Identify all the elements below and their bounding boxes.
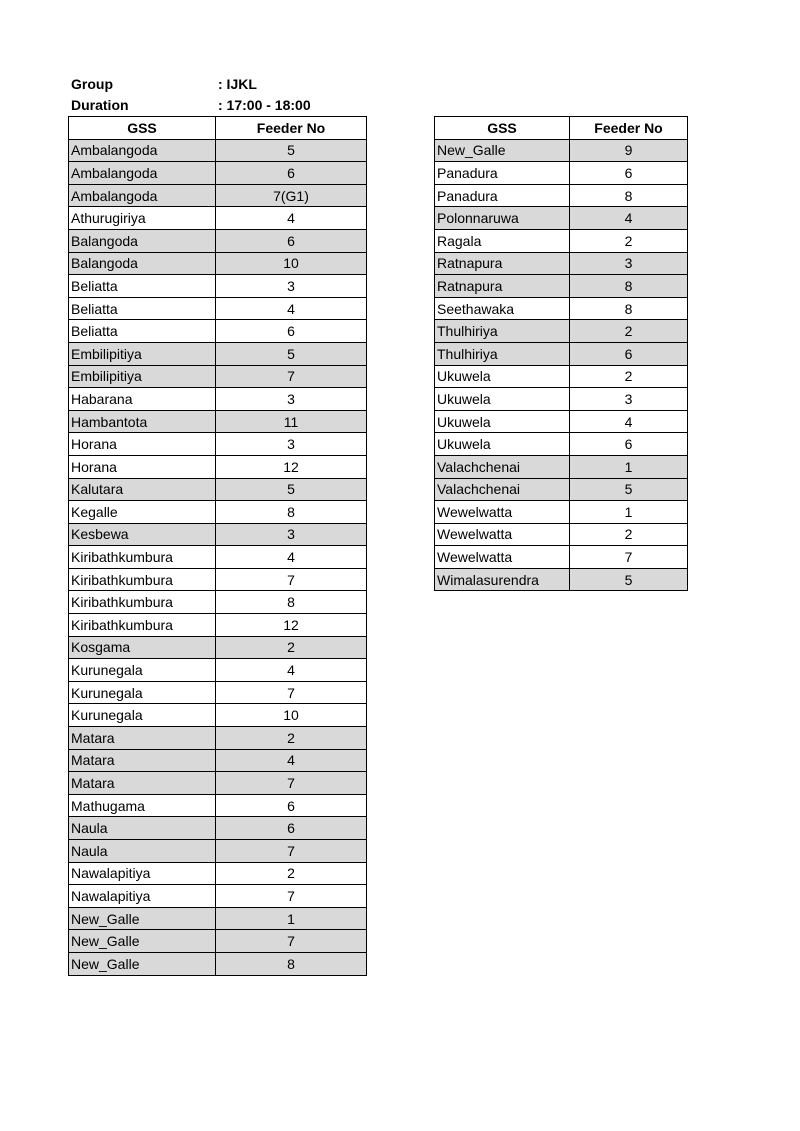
feeder-no-cell: 2 (570, 229, 688, 252)
gss-cell: Mathugama (69, 794, 216, 817)
gss-cell: Nawalapitiya (69, 885, 216, 908)
gss-cell: Panadura (435, 184, 570, 207)
gss-cell: Wewelwatta (435, 523, 570, 546)
feeder-no-cell: 5 (216, 478, 367, 501)
gss-cell: Kiribathkumbura (69, 614, 216, 637)
feeder-no-cell: 2 (570, 523, 688, 546)
table-row (435, 546, 688, 569)
table-row (435, 478, 688, 501)
feeder-no-cell: 8 (570, 297, 688, 320)
gss-cell: Nawalapitiya (69, 862, 216, 885)
feeder-no-cell: 3 (570, 252, 688, 275)
table-row (69, 952, 367, 975)
feeder-no-cell: 4 (216, 207, 367, 230)
gss-cell: Ambalangoda (69, 162, 216, 185)
gss-cell: Beliatta (69, 297, 216, 320)
feeder-no-cell: 5 (216, 342, 367, 365)
gss-cell: Balangoda (69, 252, 216, 275)
feeder-no-cell: 5 (570, 478, 688, 501)
table-row (435, 342, 688, 365)
table-row (435, 501, 688, 524)
table-row (69, 320, 367, 343)
table-row (69, 591, 367, 614)
gss-cell: Kalutara (69, 478, 216, 501)
feeder-no-cell: 6 (570, 342, 688, 365)
gss-cell: Embilipitiya (69, 342, 216, 365)
table-row (69, 433, 367, 456)
table-row (69, 297, 367, 320)
table-row (435, 252, 688, 275)
feeder-no-cell: 4 (216, 297, 367, 320)
table-row (435, 523, 688, 546)
gss-cell: Hambantota (69, 410, 216, 433)
gss-cell: Horana (69, 433, 216, 456)
gss-cell: Polonnaruwa (435, 207, 570, 230)
gss-cell: Wewelwatta (435, 501, 570, 524)
feeder-no-cell: 6 (570, 433, 688, 456)
gss-cell: Kiribathkumbura (69, 591, 216, 614)
table-row (435, 410, 688, 433)
table-row (69, 930, 367, 953)
table-row (69, 817, 367, 840)
table-header-row (69, 117, 367, 140)
feeder-no-cell: 6 (216, 794, 367, 817)
feeder-no-cell: 2 (216, 727, 367, 750)
feeder-no-cell: 9 (570, 139, 688, 162)
feeder-no-cell: 12 (216, 455, 367, 478)
gss-cell: Thulhiriya (435, 342, 570, 365)
gss-cell: Kiribathkumbura (69, 568, 216, 591)
table-row (435, 320, 688, 343)
gss-cell: Ambalangoda (69, 184, 216, 207)
table-row (435, 388, 688, 411)
table-row (69, 275, 367, 298)
feeder-no-cell: 3 (570, 388, 688, 411)
feeder-no-cell: 4 (216, 749, 367, 772)
table-row (69, 184, 367, 207)
feeder-no-cell: 7 (216, 840, 367, 863)
feeder-no-cell: 6 (570, 162, 688, 185)
feeder-no-cell: 12 (216, 614, 367, 637)
table-row (435, 184, 688, 207)
table-row (69, 885, 367, 908)
gss-cell: New_Galle (435, 139, 570, 162)
feeder-column-header: Feeder No (216, 117, 367, 140)
gss-cell: Kesbewa (69, 523, 216, 546)
feeder-no-cell: 2 (570, 365, 688, 388)
feeder-no-cell: 6 (216, 817, 367, 840)
table-row (435, 162, 688, 185)
table-row (69, 749, 367, 772)
feeder-no-cell: 8 (216, 591, 367, 614)
feeder-no-cell: 8 (570, 275, 688, 298)
gss-cell: Kurunegala (69, 659, 216, 682)
feeder-no-cell: 7 (570, 546, 688, 569)
feeder-no-cell: 4 (570, 207, 688, 230)
gss-cell: Naula (69, 840, 216, 863)
gss-cell: Ragala (435, 229, 570, 252)
gss-cell: Beliatta (69, 320, 216, 343)
table-row (69, 614, 367, 637)
table-row (435, 275, 688, 298)
table-row (435, 139, 688, 162)
gss-cell: Ukuwela (435, 365, 570, 388)
table-row (69, 478, 367, 501)
feeder-no-cell: 7 (216, 772, 367, 795)
duration-value: : 17:00 - 18:00 (218, 97, 311, 113)
gss-cell: Athurugiriya (69, 207, 216, 230)
table-row (435, 365, 688, 388)
gss-cell: Beliatta (69, 275, 216, 298)
gss-cell: Seethawaka (435, 297, 570, 320)
feeder-no-cell: 3 (216, 388, 367, 411)
table-row (69, 342, 367, 365)
gss-cell: Valachchenai (435, 478, 570, 501)
feeder-no-cell: 6 (216, 229, 367, 252)
gss-column-header: GSS (435, 117, 570, 140)
feeder-no-cell: 7 (216, 930, 367, 953)
feeder-no-cell: 10 (216, 252, 367, 275)
table-row (435, 207, 688, 230)
left-feeder-table (68, 116, 367, 976)
gss-cell: New_Galle (69, 952, 216, 975)
gss-cell: Matara (69, 749, 216, 772)
feeder-no-cell: 1 (570, 501, 688, 524)
feeder-no-cell: 4 (216, 546, 367, 569)
feeder-no-cell: 10 (216, 704, 367, 727)
gss-column-header: GSS (69, 117, 216, 140)
duration-label: Duration (71, 97, 129, 113)
table-row (69, 727, 367, 750)
group-value: : IJKL (218, 76, 257, 92)
table-row (69, 840, 367, 863)
group-label: Group (71, 76, 113, 92)
feeder-no-cell: 7 (216, 365, 367, 388)
table-row (69, 207, 367, 230)
feeder-no-cell: 7 (216, 885, 367, 908)
feeder-no-cell: 4 (216, 659, 367, 682)
feeder-no-cell: 8 (216, 501, 367, 524)
table-row (69, 162, 367, 185)
table-row (435, 455, 688, 478)
table-row (69, 794, 367, 817)
gss-cell: New_Galle (69, 907, 216, 930)
table-row (69, 546, 367, 569)
feeder-no-cell: 8 (216, 952, 367, 975)
table-row (69, 501, 367, 524)
gss-cell: New_Galle (69, 930, 216, 953)
table-row (69, 229, 367, 252)
feeder-no-cell: 7 (216, 681, 367, 704)
feeder-no-cell: 8 (570, 184, 688, 207)
gss-cell: Ratnapura (435, 275, 570, 298)
table-row (69, 410, 367, 433)
feeder-no-cell: 3 (216, 275, 367, 298)
right-feeder-table (434, 116, 688, 591)
feeder-no-cell: 7 (216, 568, 367, 591)
gss-cell: Kosgama (69, 636, 216, 659)
feeder-no-cell: 4 (570, 410, 688, 433)
gss-cell: Thulhiriya (435, 320, 570, 343)
feeder-no-cell: 1 (216, 907, 367, 930)
table-row (69, 388, 367, 411)
feeder-no-cell: 3 (216, 433, 367, 456)
gss-cell: Matara (69, 772, 216, 795)
table-row (69, 636, 367, 659)
feeder-no-cell: 5 (570, 568, 688, 591)
feeder-column-header: Feeder No (570, 117, 688, 140)
gss-cell: Habarana (69, 388, 216, 411)
table-row (69, 772, 367, 795)
gss-cell: Wimalasurendra (435, 568, 570, 591)
feeder-no-cell: 7(G1) (216, 184, 367, 207)
table-row (69, 659, 367, 682)
table-row (69, 139, 367, 162)
gss-cell: Embilipitiya (69, 365, 216, 388)
table-row (69, 704, 367, 727)
table-row (69, 568, 367, 591)
table-row (69, 365, 367, 388)
feeder-no-cell: 2 (216, 862, 367, 885)
gss-cell: Kurunegala (69, 681, 216, 704)
gss-cell: Ukuwela (435, 388, 570, 411)
gss-cell: Kurunegala (69, 704, 216, 727)
gss-cell: Balangoda (69, 229, 216, 252)
gss-cell: Valachchenai (435, 455, 570, 478)
gss-cell: Horana (69, 455, 216, 478)
right-table-body (435, 139, 688, 591)
table-row (69, 252, 367, 275)
left-table-body (69, 139, 367, 975)
table-row (69, 862, 367, 885)
feeder-no-cell: 2 (216, 636, 367, 659)
gss-cell: Panadura (435, 162, 570, 185)
feeder-no-cell: 1 (570, 455, 688, 478)
gss-cell: Ukuwela (435, 410, 570, 433)
gss-cell: Wewelwatta (435, 546, 570, 569)
gss-cell: Ukuwela (435, 433, 570, 456)
gss-cell: Kegalle (69, 501, 216, 524)
table-row (435, 229, 688, 252)
gss-cell: Kiribathkumbura (69, 546, 216, 569)
gss-cell: Ratnapura (435, 252, 570, 275)
gss-cell: Naula (69, 817, 216, 840)
table-row (69, 455, 367, 478)
table-row (435, 297, 688, 320)
feeder-no-cell: 2 (570, 320, 688, 343)
table-row (69, 907, 367, 930)
table-row (435, 433, 688, 456)
table-row (69, 523, 367, 546)
table-header-row (435, 117, 688, 140)
feeder-no-cell: 3 (216, 523, 367, 546)
gss-cell: Matara (69, 727, 216, 750)
feeder-no-cell: 6 (216, 320, 367, 343)
feeder-no-cell: 6 (216, 162, 367, 185)
feeder-no-cell: 11 (216, 410, 367, 433)
table-row (435, 568, 688, 591)
feeder-no-cell: 5 (216, 139, 367, 162)
gss-cell: Ambalangoda (69, 139, 216, 162)
table-row (69, 681, 367, 704)
